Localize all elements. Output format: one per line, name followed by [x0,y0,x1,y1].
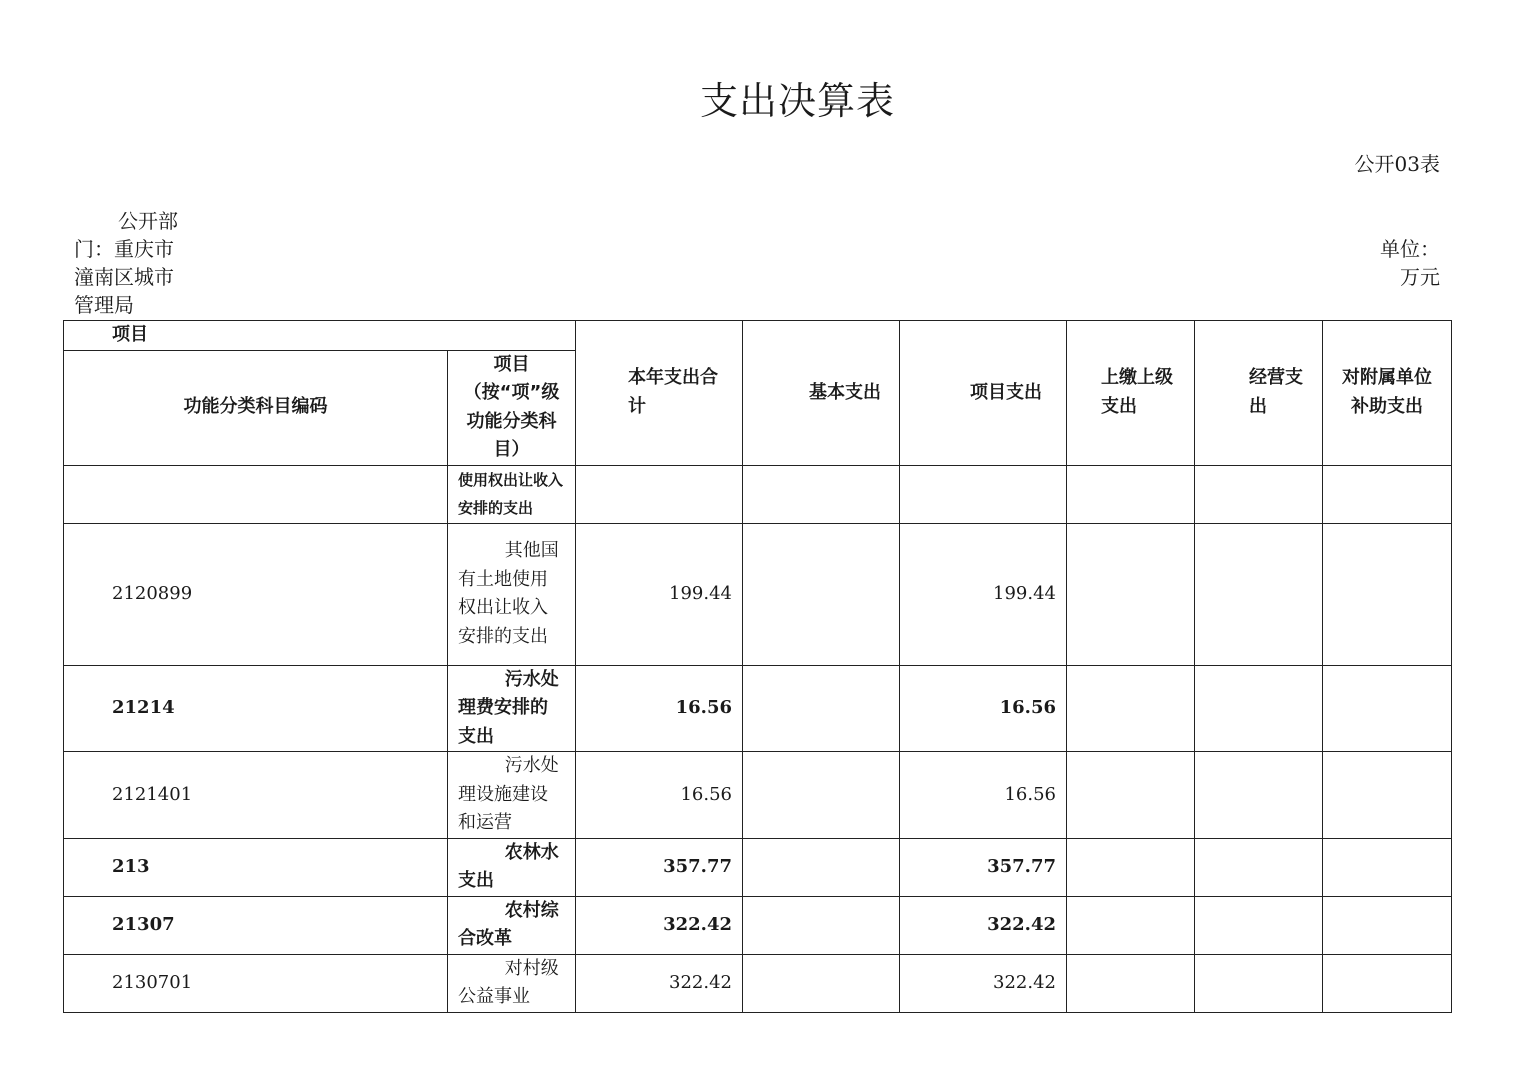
cell-subsidy [1323,896,1452,954]
cell-business [1195,896,1323,954]
cell-basic [743,752,900,839]
header-code: 功能分类科目编码 [64,350,448,465]
expenditure-table [63,320,1452,1013]
header-item: 项目 [64,321,576,351]
cell-name: 农林水支出 [448,838,576,896]
header-total: 本年支出合计 [576,321,743,466]
header-subsidy: 对附属单位补助支出 [1323,321,1452,466]
header-name: 项目（按“项”级功能分类科目） [448,350,576,465]
cell-business [1195,838,1323,896]
cell-total [576,465,743,523]
header-project: 项目支出 [900,321,1067,466]
cell-upper [1067,896,1195,954]
cell-total: 16.56 [576,752,743,839]
cell-code: 21214 [64,665,448,752]
cell-basic [743,665,900,752]
table-row [64,954,1452,1012]
header-upper: 上缴上级支出 [1067,321,1195,466]
cell-subsidy [1323,523,1452,665]
cell-name: 对村级公益事业 [448,954,576,1012]
cell-project: 357.77 [900,838,1067,896]
cell-upper [1067,465,1195,523]
cell-upper [1067,954,1195,1012]
cell-project [900,465,1067,523]
cell-name: 农村综合改革 [448,896,576,954]
cell-subsidy [1323,838,1452,896]
table-row [64,838,1452,896]
cell-code: 213 [64,838,448,896]
cell-project: 16.56 [900,665,1067,752]
cell-code: 2130701 [64,954,448,1012]
cell-project: 16.56 [900,752,1067,839]
cell-project: 322.42 [900,896,1067,954]
cell-basic [743,896,900,954]
table-row [64,752,1452,839]
table-row [64,523,1452,665]
cell-subsidy [1323,465,1452,523]
cell-name: 其他国有土地使用权出让收入安排的支出 [448,523,576,665]
cell-upper [1067,665,1195,752]
header-basic: 基本支出 [743,321,900,466]
cell-basic [743,523,900,665]
cell-total: 322.42 [576,954,743,1012]
cell-total: 357.77 [576,838,743,896]
table-row [64,896,1452,954]
cell-name: 污水处理费安排的支出 [448,665,576,752]
cell-upper [1067,838,1195,896]
cell-total: 199.44 [576,523,743,665]
unit-label [1320,235,1440,291]
cell-subsidy [1323,752,1452,839]
table-row [64,465,1452,523]
header-business: 经营支出 [1195,321,1323,466]
cell-business [1195,954,1323,1012]
cell-basic [743,838,900,896]
unit-label-line: 单位： [1380,237,1440,261]
form-number: 公开03表 [1354,152,1440,176]
cell-basic [743,954,900,1012]
cell-total: 322.42 [576,896,743,954]
cell-code: 2121401 [64,752,448,839]
cell-upper [1067,523,1195,665]
cell-business [1195,465,1323,523]
cell-project: 199.44 [900,523,1067,665]
cell-code: 2120899 [64,523,448,665]
cell-upper [1067,752,1195,839]
cell-subsidy [1323,665,1452,752]
cell-code: 21307 [64,896,448,954]
table-row [64,665,1452,752]
cell-subsidy [1323,954,1452,1012]
cell-code [64,465,448,523]
cell-project: 322.42 [900,954,1067,1012]
cell-business [1195,665,1323,752]
department-label: 公开部门：重庆市潼南区城市管理局 [74,209,178,317]
cell-total: 16.56 [576,665,743,752]
cell-basic [743,465,900,523]
unit-label-line: 万元 [1400,265,1440,289]
cell-name: 使用权出让收入安排的支出 [448,465,576,523]
cell-name: 污水处理设施建设和运营 [448,752,576,839]
cell-business [1195,752,1323,839]
page-title: 支出决算表 [699,79,895,123]
cell-business [1195,523,1323,665]
